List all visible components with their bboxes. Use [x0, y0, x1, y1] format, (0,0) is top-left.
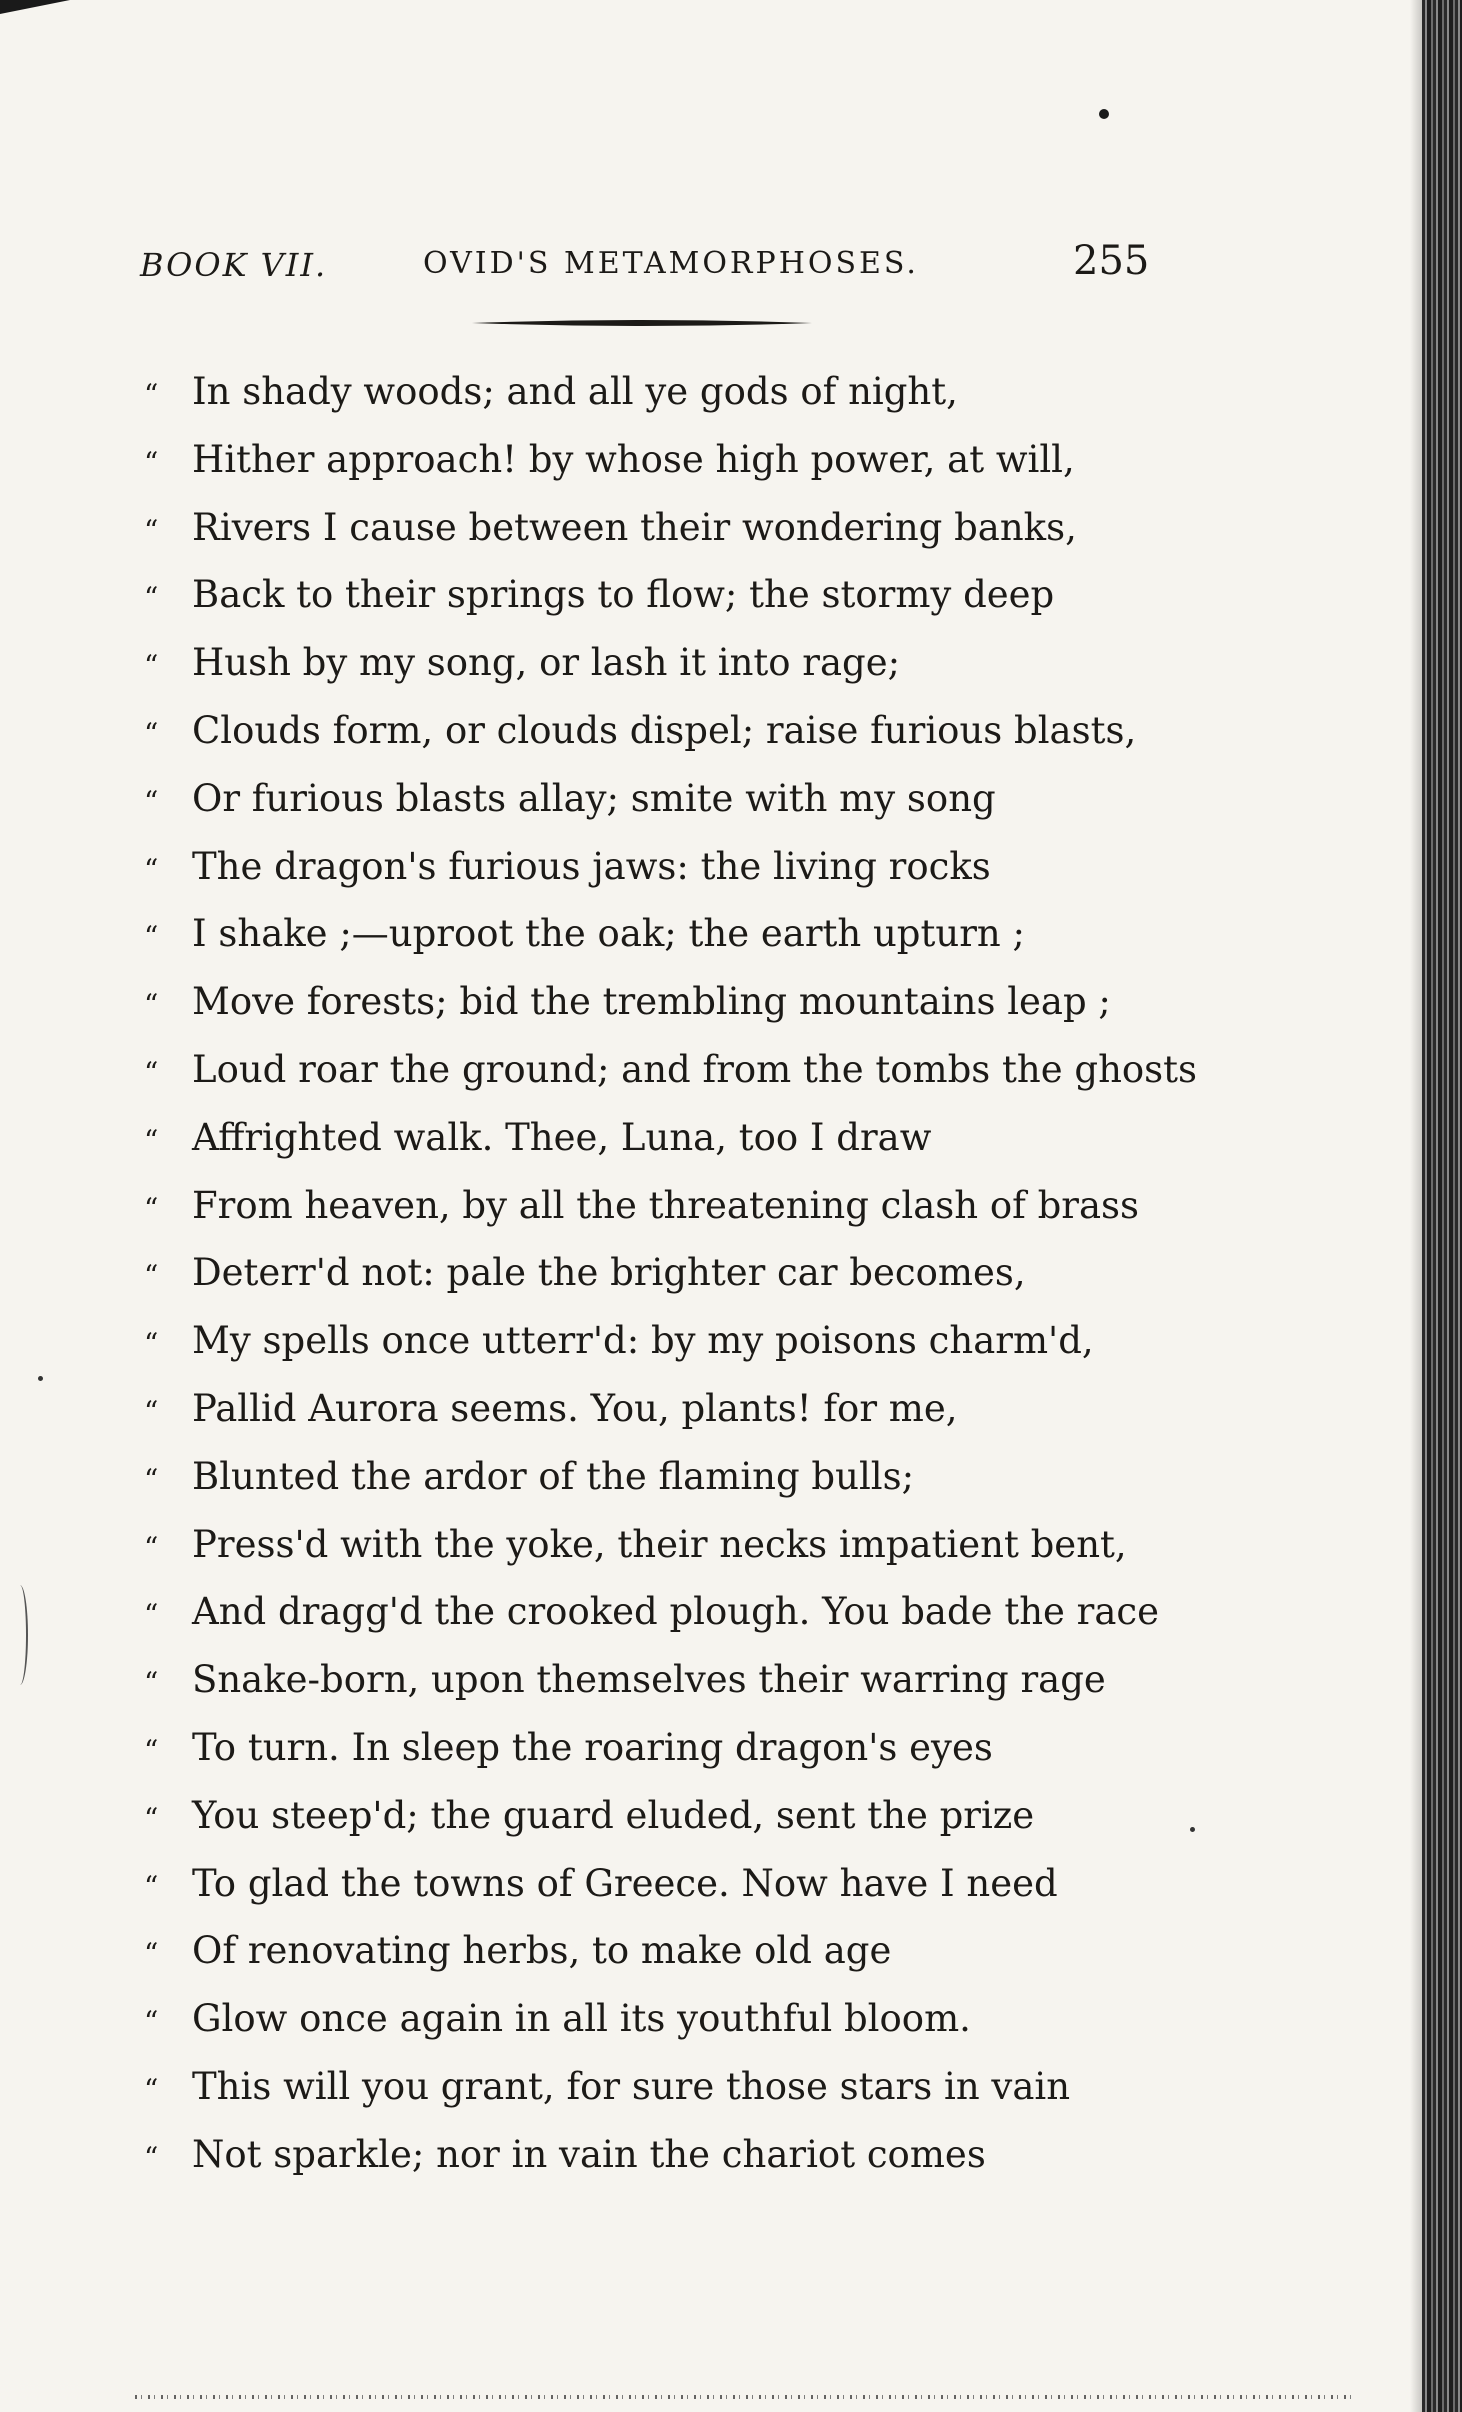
verse-line — [0, 1319, 1462, 1387]
header-rule — [472, 319, 812, 327]
verse-text: Or furious blasts allay; smite with my song — [192, 776, 996, 820]
opening-quote-mark: “ — [144, 852, 159, 886]
running-head-book: BOOK VII. — [140, 246, 328, 284]
opening-quote-mark: “ — [144, 1666, 159, 1700]
verse-text: Clouds form, or clouds dispel; raise furious blasts, — [192, 709, 1137, 752]
verse-text: Deterr'd not: pale the brighter car becomes, — [192, 1251, 1026, 1295]
opening-quote-mark: “ — [144, 784, 159, 818]
verse-line — [0, 1048, 1462, 1116]
verse-line — [0, 370, 1462, 438]
verse-text: Affrighted walk. Thee, Luna, too I draw — [192, 1115, 932, 1159]
page-number: 255 — [1073, 238, 1150, 284]
verse-line — [0, 1184, 1462, 1252]
opening-quote-mark: “ — [144, 1801, 159, 1835]
verse-text: Pallid Aurora seems. You, plants! for me, — [192, 1387, 958, 1430]
opening-quote-mark: “ — [144, 920, 159, 954]
verse-line — [0, 1929, 1462, 1997]
running-head-title: OVID'S METAMORPHOSES. — [423, 246, 919, 281]
opening-quote-mark: “ — [144, 445, 159, 479]
verse-line — [0, 2133, 1462, 2201]
verse-line — [0, 1251, 1462, 1319]
verse-line — [0, 506, 1462, 574]
verse-text: Of renovating herbs, to make old age — [192, 1929, 892, 1973]
opening-quote-mark: “ — [144, 1259, 159, 1293]
verse-line — [0, 438, 1462, 506]
verse-text: Snake-born, upon themselves their warring rage — [192, 1658, 1106, 1702]
opening-quote-mark: “ — [144, 1530, 159, 1564]
verse-text: To glad the towns of Greece. Now have I need — [192, 1861, 1058, 1905]
opening-quote-mark: “ — [144, 988, 159, 1022]
verse-text: My spells once utterr'd: by my poisons charm'd, — [192, 1319, 1094, 1363]
verse-text: Hither approach! by whose high power, at will, — [192, 437, 1075, 481]
verse-text: In shady woods; and all ye gods of night, — [192, 370, 958, 413]
opening-quote-mark: “ — [144, 1869, 159, 1903]
opening-quote-mark: “ — [144, 1056, 159, 1089]
footer-speckle — [135, 2395, 1355, 2399]
verse-line — [0, 1658, 1462, 1726]
verse-text: Blunted the ardor of the flaming bulls; — [192, 1454, 915, 1498]
verse-text: This will you grant, for sure those stars in vain — [192, 2065, 1071, 2108]
verse-line — [0, 1387, 1462, 1455]
opening-quote-mark: “ — [144, 1462, 159, 1496]
verse-line — [0, 845, 1462, 913]
opening-quote-mark: “ — [144, 513, 159, 547]
verse-line — [0, 1862, 1462, 1930]
verse-line — [0, 1455, 1462, 1523]
verse-text: To turn. In sleep the roaring dragon's eyes — [192, 1726, 993, 1769]
verse-text: Hush by my song, or lash it into rage; — [192, 641, 901, 685]
opening-quote-mark: “ — [144, 1191, 159, 1225]
verse-text: Not sparkle; nor in vain the chariot comes — [192, 2132, 986, 2176]
verse-line — [0, 641, 1462, 709]
verse-text: And dragg'd the crooked plough. You bade the race — [192, 1590, 1160, 1634]
verse-text: From heaven, by all the threatening clash of brass — [192, 1183, 1139, 1227]
verse-line — [0, 2065, 1462, 2133]
running-header — [140, 238, 1150, 294]
corner-mark — [0, 0, 70, 14]
opening-quote-mark: “ — [144, 2140, 159, 2174]
opening-quote-mark: “ — [144, 2005, 159, 2039]
verse-text: Move forests; bid the trembling mountains leap ; — [192, 980, 1111, 1024]
verse-line — [0, 709, 1462, 777]
verse-line — [0, 573, 1462, 641]
verse-line — [0, 1590, 1462, 1658]
verse-text: Rivers I cause between their wondering banks, — [192, 505, 1077, 549]
verse-text: Back to their springs to flow; the stormy deep — [192, 573, 1055, 617]
opening-quote-mark: “ — [144, 649, 159, 683]
opening-quote-mark: “ — [144, 2073, 159, 2106]
verse-line — [0, 1523, 1462, 1591]
opening-quote-mark: “ — [144, 581, 159, 615]
opening-quote-mark: “ — [144, 378, 159, 411]
opening-quote-mark: “ — [144, 1327, 159, 1361]
opening-quote-mark: “ — [144, 1598, 159, 1632]
opening-quote-mark: “ — [144, 1937, 159, 1971]
verse-text: The dragon's furious jaws: the living rocks — [192, 844, 991, 888]
verse-text: You steep'd; the guard eluded, sent the prize — [192, 1793, 1035, 1837]
opening-quote-mark: “ — [144, 1123, 159, 1157]
verse-line — [0, 912, 1462, 980]
opening-quote-mark: “ — [144, 717, 159, 750]
opening-quote-mark: “ — [144, 1395, 159, 1428]
verse-line — [0, 1794, 1462, 1862]
verse-line — [0, 1997, 1462, 2065]
verse-text: Glow once again in all its youthful bloom. — [192, 1997, 971, 2041]
verse-line — [0, 1726, 1462, 1794]
opening-quote-mark: “ — [144, 1734, 159, 1767]
verse-text: Loud roar the ground; and from the tombs the ghosts — [192, 1048, 1198, 1091]
verse-line — [0, 777, 1462, 845]
verse-line — [0, 980, 1462, 1048]
ink-dot — [1099, 109, 1109, 119]
verse-text: I shake ;—uproot the oak; the earth upturn ; — [192, 912, 1025, 956]
verse-text: Press'd with the yoke, their necks impatient bent, — [192, 1522, 1127, 1566]
verse-line — [0, 1116, 1462, 1184]
